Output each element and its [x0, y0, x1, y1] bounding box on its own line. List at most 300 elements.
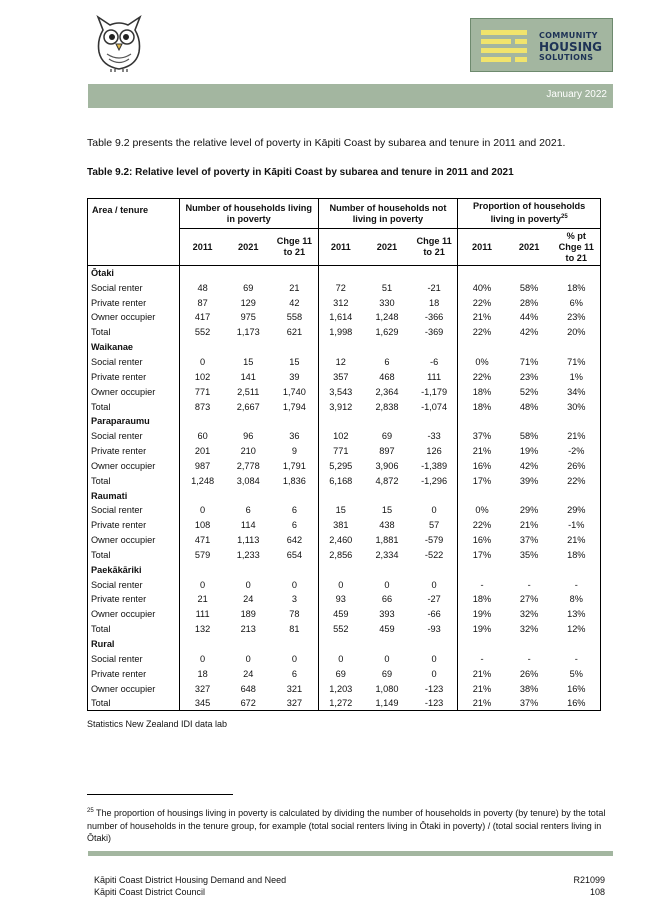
value-cell: 2,838 [375, 401, 399, 412]
value-cell: 15 [289, 356, 300, 367]
value-cell: 28% [519, 297, 539, 308]
empty-cell [318, 637, 363, 652]
footnote-rule [87, 794, 233, 795]
table-row [88, 518, 601, 533]
section-row [88, 414, 601, 429]
empty-cell [271, 414, 318, 429]
value-cell: 32% [519, 609, 539, 620]
value-cell: 321 [286, 683, 303, 694]
column-header: 2021 [363, 229, 411, 266]
column-header: Chge 11 to 21 [271, 229, 318, 266]
source-note: Statistics New Zealand IDI data lab [87, 719, 228, 729]
table-body [88, 266, 601, 711]
value-cell: 672 [240, 698, 256, 709]
table-row [88, 533, 601, 548]
value-cell: - [458, 577, 506, 592]
value-cell: 66 [381, 594, 393, 605]
value-cell: 0 [318, 651, 363, 666]
value-cell: 16% [567, 683, 586, 694]
empty-cell [411, 488, 458, 503]
value-cell: 6 [291, 505, 297, 516]
section-name: Waikanae [88, 340, 180, 355]
value-cell: 52% [519, 386, 539, 397]
table-row [88, 429, 601, 444]
empty-cell [553, 488, 601, 503]
value-cell: - [527, 579, 531, 590]
value-cell: 18 [428, 297, 440, 308]
value-cell: 17% [458, 473, 506, 488]
value-cell: -1,296 [421, 475, 448, 486]
column-header: 2011 [179, 229, 225, 266]
table-caption: Table 9.2: Relative level of poverty in Kāpiti Coast by subarea and tenure in 2011 and 2021 [87, 167, 514, 178]
tenure-label: Private renter [88, 518, 180, 533]
empty-cell [318, 414, 363, 429]
value-cell: 37% [519, 535, 539, 546]
value-cell: 21 [289, 282, 300, 293]
value-cell: -522 [424, 549, 444, 560]
section-name: Paraparaumu [88, 414, 180, 429]
value-cell: 72 [318, 280, 363, 295]
empty-cell [318, 266, 363, 281]
value-cell: 771 [194, 386, 211, 397]
value-cell: 29% [567, 505, 586, 516]
value-cell: 417 [194, 312, 211, 323]
value-cell: 60 [197, 431, 208, 442]
value-cell: 26% [567, 460, 586, 471]
value-cell: 4,872 [375, 475, 399, 486]
value-cell: 471 [194, 535, 211, 546]
value-cell: 1,629 [375, 327, 399, 338]
footnote-number: 25 [87, 808, 94, 814]
value-cell: 1,149 [375, 698, 399, 709]
value-cell: 18% [458, 399, 506, 414]
value-cell: 1,998 [318, 325, 363, 340]
tenure-label: Total [88, 399, 180, 414]
value-cell: 58% [519, 431, 539, 442]
empty-cell [271, 637, 318, 652]
value-cell: 3 [291, 594, 297, 605]
section-row [88, 340, 601, 355]
empty-cell [363, 414, 411, 429]
value-cell: 2,511 [237, 386, 260, 397]
value-cell: 1,881 [375, 535, 399, 546]
value-cell: 3,912 [318, 399, 363, 414]
value-cell: 0% [458, 503, 506, 518]
empty-cell [271, 340, 318, 355]
value-cell: -2% [568, 446, 585, 457]
table-row [88, 548, 601, 563]
empty-cell [411, 637, 458, 652]
value-cell: 141 [240, 371, 256, 382]
empty-cell [179, 637, 225, 652]
value-cell: 69 [381, 431, 393, 442]
empty-cell [553, 414, 601, 429]
column-header: Chge 11 to 21 [411, 229, 458, 266]
value-cell: 345 [194, 698, 211, 709]
value-cell: 40% [458, 280, 506, 295]
empty-cell [318, 562, 363, 577]
value-cell: -33 [427, 431, 441, 442]
empty-cell [411, 266, 458, 281]
tenure-label: Social renter [88, 651, 180, 666]
empty-cell [553, 340, 601, 355]
value-cell: 6% [569, 297, 583, 308]
empty-cell [458, 266, 506, 281]
brand-line-1: COMMUNITY [539, 31, 598, 40]
value-cell: 0 [200, 579, 206, 590]
empty-cell [506, 488, 553, 503]
value-cell: 897 [379, 446, 395, 457]
tenure-label: Private renter [88, 444, 180, 459]
value-cell: 111 [195, 609, 210, 620]
value-cell: 22% [458, 325, 506, 340]
value-cell: 312 [318, 295, 363, 310]
value-cell: - [527, 653, 531, 664]
value-cell: -1,179 [421, 386, 448, 397]
tenure-label: Private renter [88, 592, 180, 607]
value-cell: 32% [519, 624, 539, 635]
value-cell: 51 [381, 282, 393, 293]
value-cell: 37% [519, 698, 539, 709]
value-cell: 0% [458, 355, 506, 370]
table-row [88, 325, 601, 340]
table-row [88, 577, 601, 592]
empty-cell [458, 637, 506, 652]
empty-cell [458, 414, 506, 429]
value-cell: 27% [519, 594, 539, 605]
empty-cell [225, 488, 271, 503]
value-cell: 0 [431, 505, 437, 516]
empty-cell [363, 340, 411, 355]
intro-paragraph: Table 9.2 presents the relative level of poverty in Kāpiti Coast by subarea and tenure in 2011 and 2021. [87, 137, 566, 149]
value-cell: 6 [291, 668, 297, 679]
empty-cell [363, 266, 411, 281]
value-cell: -1,389 [421, 460, 448, 471]
value-cell: 78 [289, 609, 300, 620]
poverty-table [87, 198, 601, 711]
value-cell: 58% [519, 282, 539, 293]
value-cell: 20% [567, 327, 586, 338]
value-cell: 0 [200, 356, 206, 367]
empty-cell [363, 637, 411, 652]
value-cell: -1% [568, 520, 585, 531]
value-cell: 0 [200, 505, 206, 516]
group-header-proportion [458, 199, 601, 229]
empty-cell [411, 340, 458, 355]
value-cell: 22% [567, 475, 586, 486]
value-cell: 0 [318, 577, 363, 592]
empty-cell [506, 340, 553, 355]
empty-cell [506, 562, 553, 577]
value-cell: 16% [458, 458, 506, 473]
value-cell: 0 [245, 653, 251, 664]
empty-cell [271, 562, 318, 577]
value-cell: 1,233 [236, 549, 260, 560]
value-cell: 0 [431, 579, 437, 590]
value-cell: 393 [379, 609, 395, 620]
value-cell: 459 [379, 624, 395, 635]
table-row [88, 666, 601, 681]
value-cell: -66 [427, 609, 441, 620]
value-cell: 6,168 [318, 473, 363, 488]
value-cell: -369 [424, 327, 444, 338]
tenure-label: Private renter [88, 666, 180, 681]
community-housing-solutions-logo [470, 18, 613, 72]
value-cell: 23% [519, 371, 539, 382]
value-cell: 621 [286, 327, 303, 338]
tenure-label: Owner occupier [88, 458, 180, 473]
value-cell: 108 [194, 520, 211, 531]
value-cell: 0 [384, 653, 390, 664]
value-cell: 102 [194, 371, 211, 382]
tenure-label: Total [88, 548, 180, 563]
empty-cell [506, 266, 553, 281]
value-cell: 2,460 [318, 533, 363, 548]
value-cell: 1,614 [318, 310, 363, 325]
table-row [88, 681, 601, 696]
value-cell: 21% [458, 681, 506, 696]
value-cell: 16% [458, 533, 506, 548]
value-cell: 654 [286, 549, 303, 560]
value-cell: 38% [519, 683, 539, 694]
value-cell: 17% [458, 548, 506, 563]
empty-cell [458, 340, 506, 355]
value-cell: 48% [519, 401, 539, 412]
value-cell: -123 [424, 698, 444, 709]
table-row [88, 473, 601, 488]
section-row [88, 488, 601, 503]
footer-doc-title: Kāpiti Coast District Housing Demand and Need [94, 875, 287, 885]
group-header-proportion-text: Proportion of households living in poverty [473, 201, 586, 225]
value-cell: - [574, 579, 578, 590]
value-cell: 18 [197, 668, 208, 679]
tenure-label: Owner occupier [88, 310, 180, 325]
value-cell: 201 [194, 446, 211, 457]
empty-cell [225, 340, 271, 355]
value-cell: 8% [569, 594, 583, 605]
value-cell: 873 [194, 401, 211, 412]
tenure-label: Owner occupier [88, 607, 180, 622]
tenure-label: Owner occupier [88, 533, 180, 548]
value-cell: 21% [567, 431, 586, 442]
value-cell: 12% [567, 624, 586, 635]
section-name: Rural [88, 637, 180, 652]
value-cell: 2,856 [318, 548, 363, 563]
table-row [88, 355, 601, 370]
value-cell: 330 [379, 297, 395, 308]
footer-right [573, 875, 605, 898]
empty-cell [411, 562, 458, 577]
value-cell: 3,906 [375, 460, 399, 471]
value-cell: 69 [243, 282, 254, 293]
value-cell: -93 [427, 624, 441, 635]
value-cell: 189 [240, 609, 256, 620]
tenure-label: Total [88, 325, 180, 340]
value-cell: 12 [318, 355, 363, 370]
footer-report-code: R21099 [573, 875, 605, 885]
value-cell: 468 [379, 371, 395, 382]
value-cell: -123 [424, 683, 444, 694]
value-cell: 1,836 [282, 475, 306, 486]
value-cell: 22% [458, 369, 506, 384]
table-row [88, 607, 601, 622]
value-cell: 23% [567, 312, 586, 323]
value-cell: 1,248 [191, 475, 215, 486]
footer-page-number: 108 [589, 886, 605, 897]
value-cell: 126 [426, 446, 442, 457]
footer-org: Kāpiti Coast District Council [94, 886, 206, 897]
footnote [87, 805, 607, 845]
value-cell: 129 [240, 297, 256, 308]
value-cell: 132 [194, 624, 211, 635]
tenure-label: Social renter [88, 577, 180, 592]
value-cell: 0 [431, 668, 437, 679]
value-cell: 22% [458, 295, 506, 310]
empty-cell [225, 637, 271, 652]
value-cell: 24 [243, 668, 254, 679]
value-cell: 0 [431, 653, 437, 664]
value-cell: 15 [243, 356, 254, 367]
value-cell: 81 [289, 624, 300, 635]
column-header: % pt Chge 11 to 21 [553, 229, 601, 266]
value-cell: 558 [286, 312, 303, 323]
value-cell: 2,667 [236, 401, 260, 412]
header-band [88, 84, 613, 108]
value-cell: 29% [519, 505, 539, 516]
value-cell: 1,203 [318, 681, 363, 696]
value-cell: 0 [200, 653, 206, 664]
value-cell: 21 [197, 594, 208, 605]
value-cell: 57 [428, 520, 440, 531]
value-cell: 37% [458, 429, 506, 444]
value-cell: -1,074 [421, 401, 448, 412]
table-row [88, 310, 601, 325]
value-cell: 987 [194, 460, 211, 471]
value-cell: 71% [567, 356, 586, 367]
value-cell: 96 [243, 431, 254, 442]
tenure-label: Total [88, 473, 180, 488]
value-cell: 30% [567, 401, 586, 412]
group-header-poverty: Number of households living in poverty [179, 199, 318, 229]
tenure-label: Total [88, 696, 180, 711]
section-name: Ōtaki [88, 266, 180, 281]
footnote-text: The proportion of housings living in poverty is calculated by dividing the number of households in poverty (by tenure) by the total number of households in the tenure group, for example (total social renters living in Ōtaki in poverty) / (total social renters living in Ōtaki) [87, 808, 606, 843]
value-cell: 0 [245, 579, 251, 590]
column-header: 2011 [318, 229, 363, 266]
value-cell: 36 [289, 431, 300, 442]
value-cell: 93 [318, 592, 363, 607]
value-cell: 2,778 [236, 460, 260, 471]
value-cell: 18% [567, 549, 586, 560]
value-cell: 39 [289, 371, 300, 382]
value-cell: -27 [427, 594, 441, 605]
value-cell: 9 [291, 446, 297, 457]
value-cell: 1,113 [237, 535, 260, 546]
value-cell: 210 [240, 446, 256, 457]
value-cell: 213 [240, 624, 256, 635]
value-cell: - [574, 653, 578, 664]
table-row [88, 280, 601, 295]
empty-cell [553, 562, 601, 577]
value-cell: 114 [240, 520, 256, 531]
value-cell: 16% [567, 698, 586, 709]
table-row [88, 444, 601, 459]
value-cell: 87 [197, 297, 208, 308]
value-cell: 1,173 [236, 327, 260, 338]
value-cell: 459 [318, 607, 363, 622]
value-cell: -21 [427, 282, 441, 293]
value-cell: 5% [569, 668, 583, 679]
value-cell: 44% [519, 312, 539, 323]
empty-cell [506, 414, 553, 429]
empty-cell [179, 488, 225, 503]
empty-cell [318, 488, 363, 503]
value-cell: 19% [519, 446, 539, 457]
table-row [88, 458, 601, 473]
empty-cell [553, 266, 601, 281]
value-cell: 3,543 [318, 384, 363, 399]
value-cell: 2,364 [375, 386, 399, 397]
value-cell: 35% [519, 549, 539, 560]
value-cell: 42 [289, 297, 300, 308]
value-cell: 6 [384, 356, 390, 367]
table-row [88, 369, 601, 384]
section-row [88, 266, 601, 281]
table-row [88, 592, 601, 607]
value-cell: 0 [291, 653, 297, 664]
value-cell: 21% [458, 444, 506, 459]
value-cell: 327 [286, 698, 303, 709]
value-cell: 15 [318, 503, 363, 518]
empty-cell [363, 562, 411, 577]
empty-cell [363, 488, 411, 503]
empty-cell [458, 488, 506, 503]
tenure-label: Social renter [88, 355, 180, 370]
header-date: January 2022 [546, 89, 607, 100]
brand-text [539, 31, 602, 63]
value-cell: -579 [424, 535, 444, 546]
value-cell: -6 [430, 356, 439, 367]
table-row [88, 622, 601, 637]
empty-cell [271, 266, 318, 281]
value-cell: 1,080 [375, 683, 399, 694]
value-cell: 19% [458, 607, 506, 622]
value-cell: 26% [519, 668, 539, 679]
section-row [88, 562, 601, 577]
value-cell: 327 [194, 683, 211, 694]
empty-cell [506, 637, 553, 652]
footnote-ref: 25 [561, 214, 568, 221]
section-name: Raumati [88, 488, 180, 503]
empty-cell [318, 340, 363, 355]
value-cell: 381 [318, 518, 363, 533]
value-cell: 15 [381, 505, 393, 516]
table-row [88, 399, 601, 414]
owl-icon [94, 14, 144, 72]
tenure-label: Private renter [88, 295, 180, 310]
tenure-label: Social renter [88, 280, 180, 295]
footer-left [94, 875, 286, 898]
value-cell: 22% [458, 518, 506, 533]
brand-line-2: HOUSING [539, 40, 602, 54]
value-cell: 24 [243, 594, 254, 605]
table-row [88, 651, 601, 666]
value-cell: 6 [245, 505, 251, 516]
column-header: 2011 [458, 229, 506, 266]
empty-cell [225, 414, 271, 429]
value-cell: 18% [458, 592, 506, 607]
value-cell: 69 [381, 668, 393, 679]
